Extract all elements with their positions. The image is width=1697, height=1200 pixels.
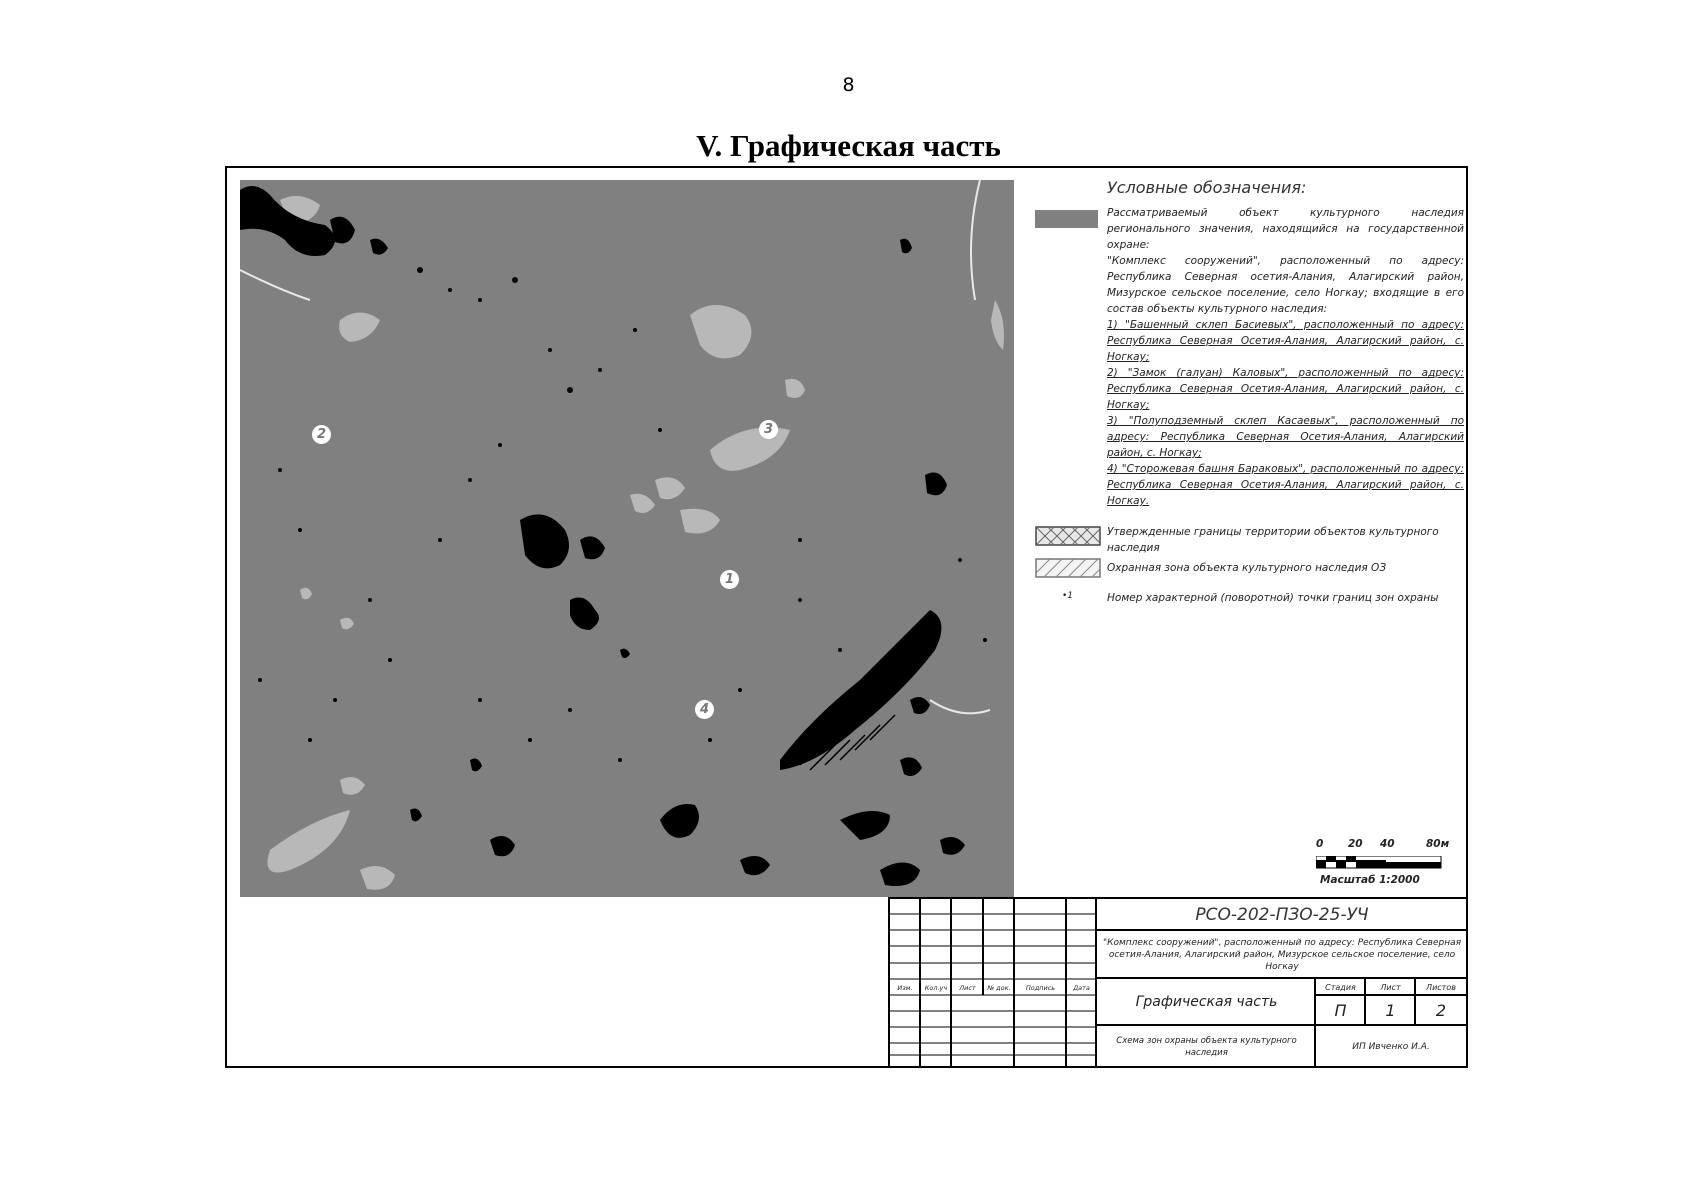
- legend-item-2: 2) "Замок (галуан) Каловых", расположенный по адресу: Республика Северная Осетия-Алания, Алагирский район, с. Ногкау;: [1107, 367, 1464, 411]
- map-marker-3: 3: [759, 420, 778, 439]
- object-swatch: [1035, 210, 1098, 228]
- col-header-date: Дата: [1073, 983, 1090, 992]
- scale-tick-80: 80м: [1426, 838, 1450, 850]
- sheet-value: 1: [1385, 1001, 1396, 1020]
- legend-point-symbol: •1: [1062, 591, 1074, 601]
- stage-value: П: [1334, 1001, 1347, 1020]
- sheet-header: Лист: [1380, 982, 1401, 992]
- object-name-text: "Комплекс сооружений", расположенный по адресу: Республика Северная осетия-Алания, Алагирский район, Мизурское сельское поселение, село Ногкау: [1102, 937, 1462, 972]
- map-graphic: [240, 180, 1014, 897]
- map-marker-4: 4: [695, 700, 714, 719]
- map-marker-1: 1: [720, 570, 739, 589]
- legend-object-text-2: "Комплекс сооружений", расположенный по адресу: Республика Северная осетия-Алания, Алагирский район, Мизурское сельское поселение, село Ногкау; входящие в его состав объекты культурного наследия:: [1107, 255, 1464, 315]
- legend-territory-text: Утвержденные границы территории объектов культурного наследия: [1107, 526, 1439, 554]
- col-header-signature: Подпись: [1025, 983, 1056, 992]
- legend-item-3: 3) "Полуподземный склеп Касаевых", расположенный по адресу: Республика Северная Осетия-Алания, Алагирский район, с. Ногкау;: [1107, 415, 1464, 459]
- sheet-title-cell: Схема зон охраны объекта культурного наследия: [1116, 1035, 1297, 1058]
- section-heading: V. Графическая часть: [696, 128, 1001, 163]
- road-lines: [240, 180, 990, 713]
- map-area: [240, 180, 1014, 897]
- legend-item-1: 1) "Башенный склеп Басиевых", расположенный по адресу: Республика Северная Осетия-Алания, Алагирский район, с. Ногкау;: [1107, 319, 1464, 363]
- legend-zone-text: Охранная зона объекта культурного наследия ОЗ: [1107, 562, 1387, 574]
- scale-bar-graphic: [1316, 856, 1446, 870]
- protection-zone-swatch: [1035, 558, 1101, 578]
- sheets-value: 2: [1435, 1001, 1447, 1020]
- author-cell: ИП Ивченко И.А.: [1352, 1041, 1430, 1052]
- legend-point-text: Номер характерной (поворотной) точки границ зон охраны: [1107, 592, 1439, 604]
- section-title-cell: Графическая часть: [1135, 994, 1278, 1010]
- territory-swatch: [1035, 526, 1101, 546]
- page-number: 8: [842, 74, 855, 96]
- scale-tick-0: 0: [1316, 838, 1324, 850]
- col-header-doc: № док.: [987, 983, 1011, 992]
- legend-object-description: [1107, 205, 1464, 509]
- scale-tick-20: 20: [1348, 838, 1363, 850]
- scale-bar: [1308, 838, 1448, 888]
- legend-item-4: 4) "Сторожевая башня Бараковых", расположенный по адресу: Республика Северная Осетия-Алания, Алагирский район, с. Ногкау.: [1107, 463, 1464, 507]
- legend-title: Условные обозначения:: [1107, 178, 1307, 197]
- col-header-list: Лист: [959, 983, 976, 992]
- stage-header: Стадия: [1325, 982, 1356, 992]
- sheets-header: Листов: [1426, 982, 1456, 992]
- light-terrain-patches: [268, 196, 1005, 890]
- col-header-kol-uch: Кол.уч: [924, 983, 948, 992]
- scale-label: Масштаб 1:2000: [1320, 874, 1420, 886]
- map-marker-2: 2: [312, 425, 331, 444]
- col-header-izm: Изм.: [897, 983, 913, 992]
- legend-object-text-1: Рассматриваемый объект культурного наследия регионального значения, находящийся на государственной охране:: [1107, 207, 1464, 251]
- document-code: РСО-202-ПЗО-25-УЧ: [1195, 904, 1369, 925]
- title-block: [888, 897, 1468, 1068]
- scale-tick-40: 40: [1380, 838, 1395, 850]
